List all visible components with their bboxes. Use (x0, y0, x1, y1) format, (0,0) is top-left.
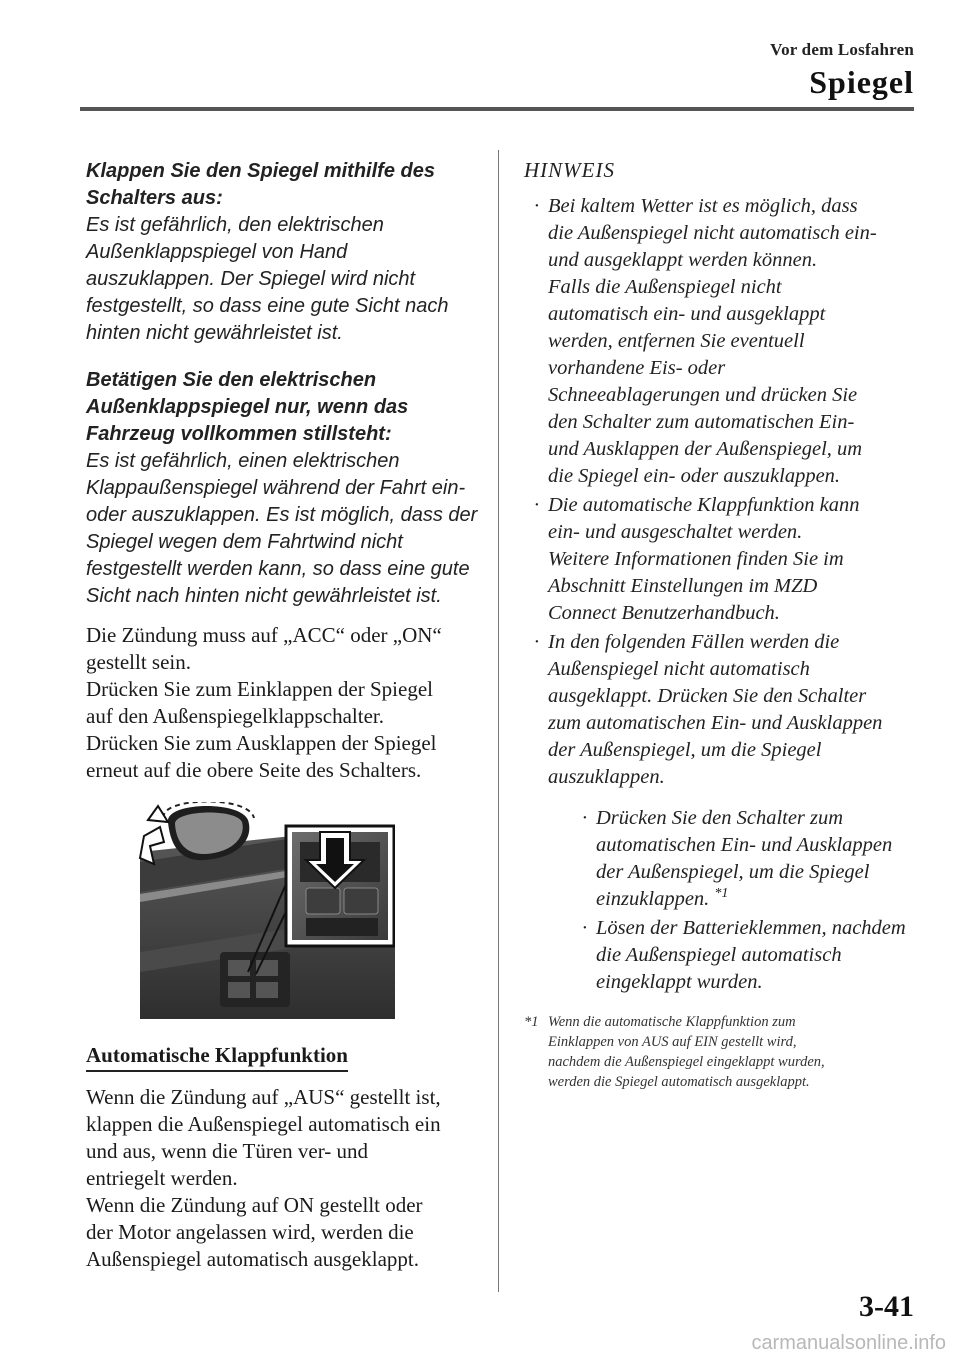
note-item: · In den folgenden Fällen werden die Außenspiegel nicht automatisch ausgeklappt. Drücken Sie den Schalter zum automatischen Ein- und Ausklappen der Außenspiegel, um die Spiegel auszuklappen. · Drücken Sie den Schalter zum automatischen Ein- und Ausklappen der Außenspiegel, um die Spiegel einzuklappen. $^{*1}$ · Lösen der Batterieklemmen, nachdem die Außenspiegel automatisch eingeklappt wurden. (524, 629, 924, 996)
instruction-paragraph: Die Zündung muss auf „ACC“ oder „ON“ gestellt sein. Drücken Sie zum Einklappen der Spiegel auf den Außenspiegelklappschalter. Drücken Sie zum Ausklappen der Spiegel erneut auf die obere Seite des Schalters. (86, 623, 442, 782)
footnote-reference: *1 (714, 886, 729, 902)
bullet-dot-icon: · (534, 631, 540, 653)
page-header (770, 40, 914, 101)
column-divider (498, 150, 499, 1292)
door-panel-graphic (130, 802, 395, 1019)
chapter-title: Spiegel (809, 64, 914, 100)
footnote-mark: *1 (524, 1014, 539, 1030)
bullet-dot-icon: · (534, 195, 540, 217)
page-number: 3-41 (859, 1290, 914, 1323)
note-sub-list (572, 805, 924, 996)
warning-heading: Betätigen Sie den elektrischen Außenklappspiegel nur, wenn das Fahrzeug vollkommen stillsteht: (86, 369, 409, 445)
warning-fold-by-switch (86, 158, 480, 347)
subsection-paragraph: Wenn die Zündung auf „AUS“ gestellt ist, klappen die Außenspiegel automatisch ein und aus, wenn die Türen ver- und entriegelt werden. Wenn die Zündung auf ON gestellt oder der Motor angelassen wird, werden die Außenspiegel automatisch ausgeklappt. (86, 1085, 441, 1271)
bullet-dot-icon: · (582, 807, 588, 829)
note-sub-item: · Lösen der Batterieklemmen, nachdem die Außenspiegel automatisch eingeklappt wurden. (582, 917, 906, 993)
left-column (86, 158, 480, 1273)
header-rule (80, 107, 914, 111)
warning-text: Es ist gefährlich, einen elektrischen Klappaußenspiegel während der Fahrt ein- oder auszuklappen. Es ist möglich, dass der Spiegel wegen dem Fahrtwind nicht festgestellt werden kann, so dass eine gute Sicht nach hinten nicht gewährleistet ist. (86, 450, 478, 607)
bullet-dot-icon: · (582, 917, 588, 939)
section-label: Vor dem Losfahren (770, 40, 914, 59)
right-column (524, 158, 924, 1092)
note-title: HINWEIS (524, 158, 615, 182)
mirror-switch-illustration (130, 802, 395, 1019)
warning-heading: Klappen Sie den Spiegel mithilfe des Schalters aus: (86, 160, 435, 209)
watermark: carmanualsonline.info (751, 1332, 946, 1354)
bullet-dot-icon: · (534, 494, 540, 516)
note-list (524, 193, 924, 996)
note-item: · Bei kaltem Wetter ist es möglich, dass die Außenspiegel nicht automatisch ein- und ausgeklappt werden können. Falls die Außenspiegel nicht automatisch ein- und ausgeklappt werden, entfernen Sie eventuell vorhandene Eis- oder Schneeablagerungen und drücken Sie den Schalter zum automatischen Ein- und Ausklappen der Außenspiegel, um die Spiegel ein- oder auszuklappen. (534, 195, 877, 487)
warning-text: Es ist gefährlich, den elektrischen Außenklappspiegel von Hand auszuklappen. Der Spiegel wird nicht festgestellt, so dass eine gute Sicht nach hinten nicht gewährleistet ist. (86, 214, 449, 344)
footnote: *1 Wenn die automatische Klappfunktion zum Einklappen von AUS auf EIN gestellt wird, nachdem die Außenspiegel eingeklappt wurden, werden die Spiegel automatisch ausgeklappt. (524, 1014, 825, 1090)
note-sub-item: · Drücken Sie den Schalter zum automatischen Ein- und Ausklappen der Außenspiegel, um die Spiegel einzuklappen. $^{*1}$ (582, 807, 893, 910)
warning-vehicle-stationary (86, 367, 480, 610)
subsection-title: Automatische Klappfunktion (86, 1043, 348, 1072)
note-item: · Die automatische Klappfunktion kann ein- und ausgeschaltet werden. Weitere Informationen finden Sie im Abschnitt Einstellungen im MZD Connect Benutzerhandbuch. (534, 494, 860, 624)
